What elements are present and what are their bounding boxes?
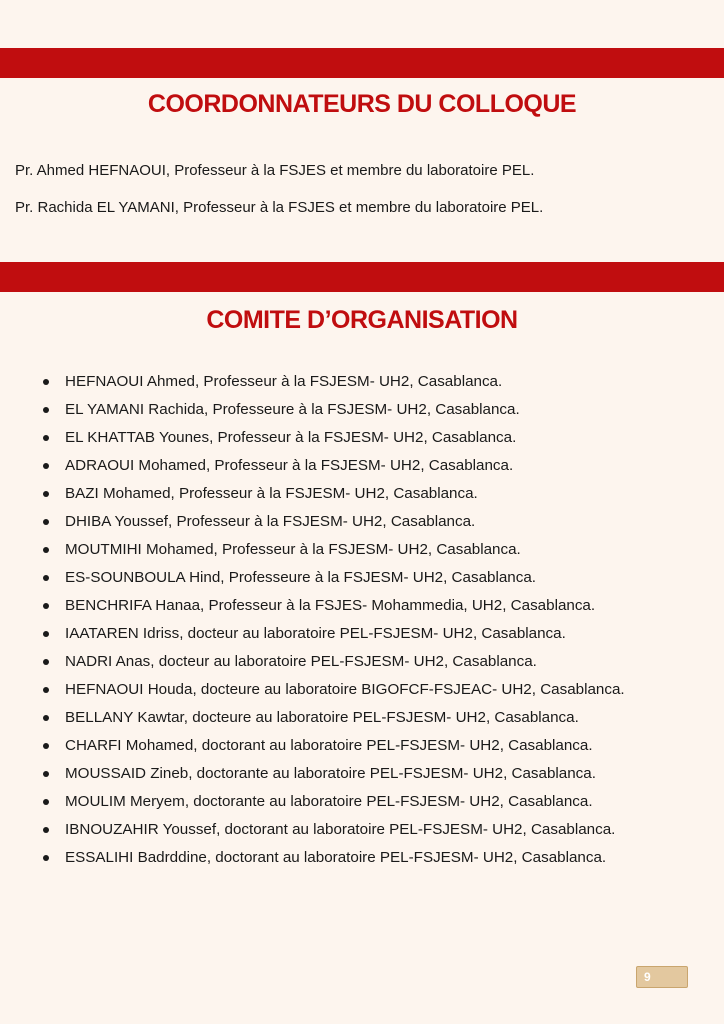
committee-member-text: ESSALIHI Badrddine, doctorant au laboratoire PEL-FSJESM- UH2, Casablanca. [65, 849, 607, 866]
committee-member-item [0, 596, 724, 624]
committee-member-item [0, 848, 724, 876]
committee-member-text: IAATAREN Idriss, docteur au laboratoire PEL-FSJESM- UH2, Casablanca. [65, 625, 566, 642]
committee-member-text: BELLANY Kawtar, docteure au laboratoire PEL-FSJESM- UH2, Casablanca. [65, 709, 579, 726]
committee-member-item [0, 428, 724, 456]
organizing-committee-heading: COMITE D’ORGANISATION [206, 306, 518, 334]
top-red-band [0, 48, 724, 78]
committee-member-item [0, 708, 724, 736]
bullet-icon [43, 659, 49, 665]
committee-member-text: MOUTMIHI Mohamed, Professeur à la FSJESM- UH2, Casablanca. [65, 541, 521, 558]
bullet-icon [43, 491, 49, 497]
page-number-badge: 9 [636, 966, 688, 988]
bullet-icon [43, 799, 49, 805]
committee-member-text: BAZI Mohamed, Professeur à la FSJESM- UH2, Casablanca. [65, 485, 478, 502]
committee-member-item [0, 568, 724, 596]
bullet-icon [43, 407, 49, 413]
committee-member-item [0, 736, 724, 764]
committee-member-text: MOULIM Meryem, doctorante au laboratoire PEL-FSJESM- UH2, Casablanca. [65, 793, 593, 810]
committee-member-item [0, 456, 724, 484]
committee-member-item [0, 372, 724, 400]
committee-member-item [0, 512, 724, 540]
committee-members-list [0, 372, 724, 876]
bullet-icon [43, 687, 49, 693]
bullet-icon [43, 519, 49, 525]
committee-member-item [0, 484, 724, 512]
bullet-icon [43, 575, 49, 581]
bullet-icon [43, 379, 49, 385]
bullet-icon [43, 827, 49, 833]
bullet-icon [43, 631, 49, 637]
committee-member-text: HEFNAOUI Ahmed, Professeur à la FSJESM- UH2, Casablanca. [65, 373, 503, 390]
committee-member-item [0, 652, 724, 680]
bullet-icon [43, 743, 49, 749]
coordinator-line: Pr. Rachida EL YAMANI, Professeur à la FSJES et membre du laboratoire PEL. [15, 199, 544, 216]
committee-member-text: IBNOUZAHIR Youssef, doctorant au laboratoire PEL-FSJESM- UH2, Casablanca. [65, 821, 616, 838]
committee-member-text: ADRAOUI Mohamed, Professeur à la FSJESM- UH2, Casablanca. [65, 457, 514, 474]
middle-red-band [0, 262, 724, 292]
bullet-icon [43, 547, 49, 553]
committee-member-text: HEFNAOUI Houda, docteure au laboratoire BIGOFCF-FSJEAC- UH2, Casablanca. [65, 681, 625, 698]
bullet-icon [43, 715, 49, 721]
committee-member-text: CHARFI Mohamed, doctorant au laboratoire PEL-FSJESM- UH2, Casablanca. [65, 737, 593, 754]
committee-member-item [0, 820, 724, 848]
committee-member-text: EL YAMANI Rachida, Professeure à la FSJESM- UH2, Casablanca. [65, 401, 520, 418]
committee-member-item [0, 792, 724, 820]
committee-member-text: EL KHATTAB Younes, Professeur à la FSJESM- UH2, Casablanca. [65, 429, 517, 446]
committee-member-text: MOUSSAID Zineb, doctorante au laboratoire PEL-FSJESM- UH2, Casablanca. [65, 765, 596, 782]
bullet-icon [43, 463, 49, 469]
committee-member-item [0, 680, 724, 708]
bullet-icon [43, 603, 49, 609]
committee-member-item [0, 540, 724, 568]
committee-member-text: ES-SOUNBOULA Hind, Professeure à la FSJESM- UH2, Casablanca. [65, 569, 536, 586]
bullet-icon [43, 771, 49, 777]
committee-member-text: DHIBA Youssef, Professeur à la FSJESM- UH2, Casablanca. [65, 513, 476, 530]
bullet-icon [43, 435, 49, 441]
coordinators-heading: COORDONNATEURS DU COLLOQUE [147, 90, 577, 118]
committee-member-item [0, 764, 724, 792]
committee-member-item [0, 400, 724, 428]
committee-member-item [0, 624, 724, 652]
coordinator-line: Pr. Ahmed HEFNAOUI, Professeur à la FSJES et membre du laboratoire PEL. [15, 162, 535, 179]
bullet-icon [43, 855, 49, 861]
committee-member-text: NADRI Anas, docteur au laboratoire PEL-FSJESM- UH2, Casablanca. [65, 653, 537, 670]
committee-member-text: BENCHRIFA Hanaa, Professeur à la FSJES- Mohammedia, UH2, Casablanca. [65, 597, 596, 614]
